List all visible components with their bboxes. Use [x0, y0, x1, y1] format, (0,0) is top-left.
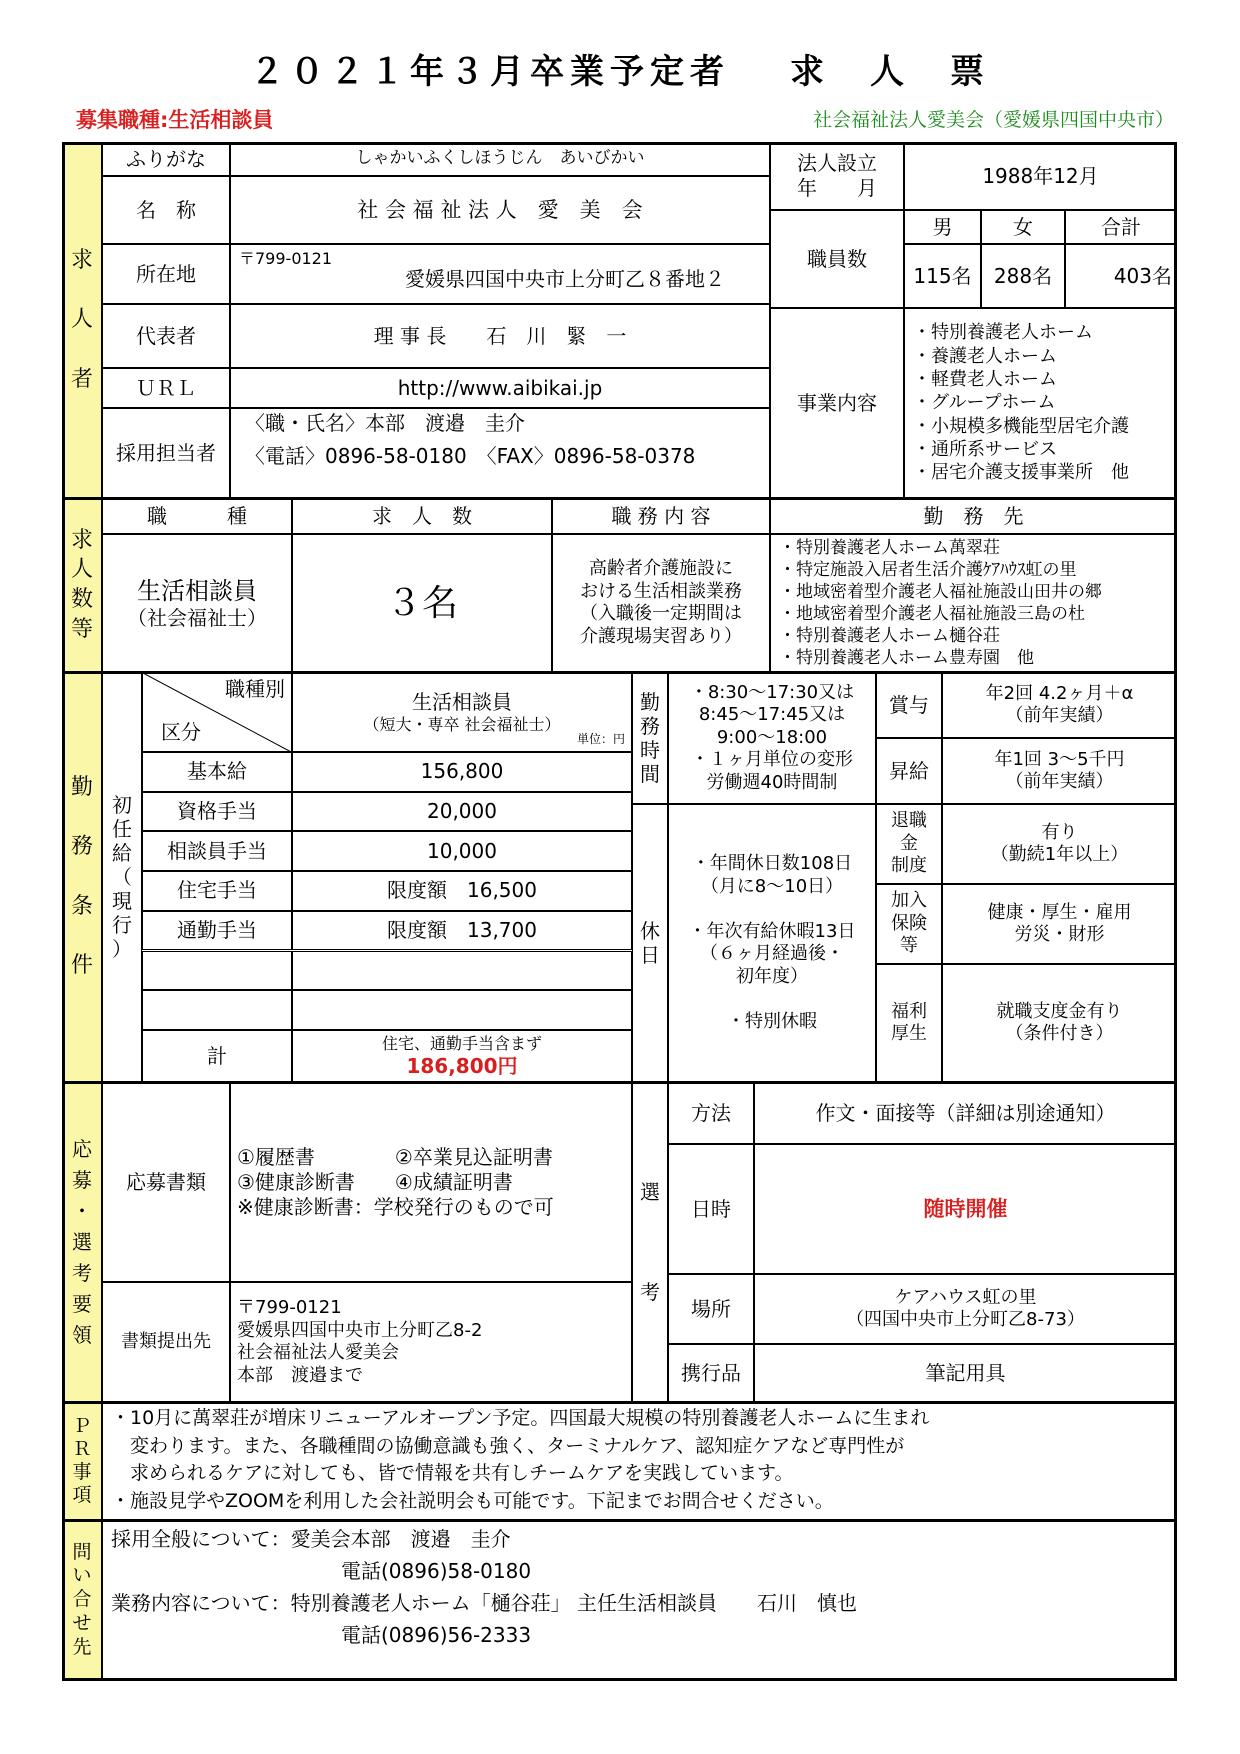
employer-section-label: 求 人 者 [62, 142, 102, 498]
openings-section-label: 求 人 数 等 [62, 498, 102, 672]
inquiry-duty: 業務内容について：特別養護老人ホーム「樋谷荘」 主任生活相談員 石川 慎也 [111, 1591, 857, 1615]
bring-value: 筆記用具 [754, 1344, 1177, 1402]
job-cell [102, 534, 292, 672]
vertical-char: 初 [112, 793, 132, 817]
postal-code: 〒799-0121 [239, 249, 333, 268]
address-label: 所在地 [102, 244, 230, 304]
contact-person: 〈職・氏名〉本部 渡邉 圭介 [245, 411, 525, 435]
business-cell [904, 308, 1177, 498]
welfare-label: 福利 厚生 [876, 964, 942, 1082]
contact-cell [230, 408, 770, 498]
pr-text [102, 1402, 1177, 1520]
furigana-label: ふりがな [102, 142, 230, 176]
staff-female: 288名 [981, 244, 1065, 308]
salary-job-sub: （短大・専卒 社会福祉士） [363, 714, 561, 734]
pr-section-label: Ｐ Ｒ 事 項 [62, 1402, 102, 1520]
staff-male: 115名 [904, 244, 981, 308]
unit-label: 単位：円 [576, 732, 625, 746]
place-item: ・ 特別養護老人ホーム豊寿園 他 [779, 647, 1102, 669]
pr-line: ・10月に萬翠荘が増床リニューアルオープン予定。四国最大規模の特別養護老人ホームに生まれ [111, 1407, 930, 1429]
hours-label [632, 672, 668, 804]
holiday-label-vertical [640, 919, 660, 967]
business-label: 事業内容 [770, 308, 904, 498]
retire-label: 退職 金 制度 [876, 804, 942, 884]
address-cell [230, 244, 770, 304]
vertical-char: 任 [112, 817, 132, 841]
business-item: ・ 特別養護老人ホーム [913, 321, 1129, 344]
opening-count: ３名 [292, 534, 552, 672]
total-note: 住宅、通勤手当含まず [381, 1033, 542, 1053]
inquiry-general: 採用全般について：愛美会本部 渡邉 圭介 [111, 1527, 511, 1551]
place-list [779, 537, 1102, 670]
raise-value: 年1回 3〜5千円 （前年実績） [942, 738, 1177, 804]
divider-conditions [62, 671, 1177, 674]
holiday-label [632, 804, 668, 1082]
vertical-char: 時 [640, 738, 660, 762]
inquiry-duty-phone: 電話(0896)56-2333 [341, 1623, 532, 1647]
place-value: ケアハウス虹の里 （四国中央市上分町乙8-73） [754, 1274, 1177, 1344]
salary-row-label: 住宅手当 [142, 871, 292, 911]
total-cell [292, 1030, 632, 1082]
business-item: ・ グループホーム [913, 391, 1129, 414]
url-label: ＵＲＬ [102, 368, 230, 408]
title-right: 求 人 票 [790, 52, 990, 92]
vertical-char: （ [112, 865, 132, 889]
total-value: 186,800円 [406, 1053, 518, 1078]
divider-pr [62, 1401, 1177, 1404]
salary-row-value: 限度額 13,700 [292, 911, 632, 951]
salary-job-title: 生活相談員 [412, 689, 512, 714]
staff-male-label: 男 [904, 210, 981, 244]
name-value: 社 会 福 祉 法 人 愛 美 会 [230, 176, 770, 244]
header-diagonal-cell [142, 672, 292, 752]
job-type: 募集職種:生活相談員 [76, 108, 274, 132]
inquiry-text [102, 1520, 1177, 1680]
salary-row-label: 相談員手当 [142, 831, 292, 871]
url-value[interactable]: http://www.aibikai.jp [230, 368, 770, 408]
border-bottom [62, 1678, 1177, 1681]
application-section-label: 応 募 ・ 選 考 要 領 [62, 1082, 102, 1402]
staff-label: 職員数 [770, 210, 904, 308]
place-item: ・ 特別養護老人ホーム樋谷荘 [779, 625, 1102, 647]
salary-label-vertical [112, 793, 132, 961]
salary-row-value [292, 990, 632, 1030]
pr-line: ・施設見学やZOOMを利用した会社説明会も可能です。下記までお問合せください。 [111, 1489, 834, 1512]
submit-label: 書類提出先 [102, 1282, 230, 1402]
salary-job-header [292, 672, 632, 752]
place-item: ・ 特別養護老人ホーム萬翠荘 [779, 537, 1102, 559]
furigana-value: しゃかいふくしほうじん あいびかい [230, 142, 770, 176]
by-job-label: 職種別 [225, 677, 285, 701]
salary-row-label: 資格手当 [142, 792, 292, 832]
job-offer-sheet [62, 142, 1177, 1682]
rep-value: 理 事 長 石 川 緊 一 [230, 304, 770, 368]
method-label: 方法 [668, 1082, 754, 1144]
business-item: ・ 軽費老人ホーム [913, 368, 1129, 391]
place-label: 場所 [668, 1274, 754, 1344]
h-job: 職 種 [102, 498, 292, 534]
hours-value: ・8:30〜17:30又は 8:45〜17:45又は 9:00〜18:00 ・１ヶ月単位の変形 労働週40時間制 [668, 672, 876, 804]
conditions-section-label: 勤 務 条 件 [62, 672, 102, 1082]
total-label: 計 [142, 1030, 292, 1082]
bonus-value: 年2回 4.2ヶ月＋α （前年実績） [942, 672, 1177, 738]
divider-application [62, 1081, 1177, 1084]
business-item: ・ 小規模多機能型居宅介護 [913, 415, 1129, 438]
border-left [62, 142, 65, 1681]
staff-female-label: 女 [981, 210, 1065, 244]
divider-openings [62, 497, 1177, 500]
docs-label: 応募書類 [102, 1082, 230, 1282]
bonus-label: 賞与 [876, 672, 942, 738]
date-value: 随時開催 [754, 1144, 1177, 1274]
pr-line: 変わります。また、各職種間の協働意識も強く、ターミナルケア、認知症ケアなど専門性が [111, 1434, 905, 1457]
vertical-char: 給 [112, 841, 132, 865]
inquiry-section-label: 問 い 合 せ 先 [62, 1520, 102, 1680]
submit-value: 〒799-0121 愛媛県四国中央市上分町乙8-2 社会福祉法人愛美会 本部 渡邉まで [230, 1282, 632, 1402]
vertical-char: 休 [640, 919, 660, 943]
salary-row-label [142, 951, 292, 991]
vertical-char: 現 [112, 889, 132, 913]
salary-row-value: 20,000 [292, 792, 632, 832]
place-item: ・ 特定施設入居者生活介護ｹｱﾊｳｽ虹の里 [779, 559, 1102, 581]
vertical-char: 日 [640, 943, 660, 967]
border-top [62, 142, 1177, 145]
vertical-char: 勤 [640, 690, 660, 714]
method-value: 作文・面接等（詳細は別途通知） [754, 1082, 1177, 1144]
selection-label-vertical: 選 考 [640, 1180, 660, 1304]
name-label: 名 称 [102, 176, 230, 244]
corporation-name: 社会福祉法人愛美会（愛媛県四国中央市） [812, 109, 1174, 131]
business-list [913, 321, 1129, 485]
selection-label [632, 1082, 668, 1402]
vertical-char: 間 [640, 762, 660, 786]
staff-total: 403名 [1065, 244, 1177, 308]
salary-row-label: 基本給 [142, 752, 292, 792]
duty-value: 高齢者介護施設に おける生活相談業務 （入職後一定期間は 介護現場実習あり） [552, 534, 770, 672]
welfare-value: 就職支度金有り （条件付き） [942, 964, 1177, 1082]
insurance-value: 健康・厚生・雇用 労災・財形 [942, 884, 1177, 964]
salary-row-label [142, 990, 292, 1030]
job-name: 生活相談員 [137, 576, 257, 605]
contact-label: 採用担当者 [102, 408, 230, 498]
business-item: ・ 養護老人ホーム [913, 345, 1129, 368]
h-duty: 職 務 内 容 [552, 498, 770, 534]
places-cell [770, 534, 1177, 672]
vertical-char: 行 [112, 913, 132, 937]
h-count: 求 人 数 [292, 498, 552, 534]
staff-total-label: 合計 [1065, 210, 1177, 244]
salary-row-label: 通勤手当 [142, 911, 292, 951]
salary-row-value: 10,000 [292, 831, 632, 871]
pr-line: 求められるケアに対しても、皆で情報を共有しチームケアを実践しています。 [111, 1462, 794, 1485]
hours-label-vertical [640, 690, 660, 786]
retire-value: 有り （勤続1年以上） [942, 804, 1177, 884]
salary-row-value: 156,800 [292, 752, 632, 792]
docs-value: ①履歴書 ②卒業見込証明書 ③健康診断書 ④成績証明書 ※健康診断書：学校発行のもので可 [230, 1082, 632, 1282]
place-item: ・ 地域密着型介護老人福祉施設山田井の郷 [779, 581, 1102, 603]
raise-label: 昇給 [876, 738, 942, 804]
vertical-char: ） [112, 937, 132, 961]
founded-label: 法人設立 年 月 [770, 142, 904, 210]
business-item: ・ 居宅介護支援事業所 他 [913, 461, 1129, 484]
salary-label [102, 672, 142, 1082]
contact-phone-fax: 〈電話〉0896-58-0180 〈FAX〉0896-58-0378 [245, 444, 696, 468]
bring-label: 携行品 [668, 1344, 754, 1402]
insurance-label: 加入 保険 等 [876, 884, 942, 964]
job-sub: （社会福祉士） [127, 605, 267, 630]
kubun-label: 区分 [161, 720, 201, 744]
inquiry-general-phone: 電話(0896)58-0180 [341, 1559, 532, 1583]
document-title [0, 44, 1240, 93]
title-main: ２０２１年３月卒業予定者 [250, 52, 730, 92]
salary-row-value: 限度額 16,500 [292, 871, 632, 911]
business-item: ・ 通所系サービス [913, 438, 1129, 461]
divider-inquiry [62, 1519, 1177, 1522]
h-place: 勤 務 先 [770, 498, 1177, 534]
founded-value: 1988年12月 [904, 142, 1177, 210]
vertical-char: 務 [640, 714, 660, 738]
holiday-value: ・年間休日数108日 （月に8〜10日） ・年次有給休暇13日 （６ヶ月経過後・ 初年度） ・特別休暇 [668, 804, 876, 1082]
border-right [1174, 142, 1177, 1681]
address-value: 愛媛県四国中央市上分町乙８番地２ [405, 266, 725, 291]
salary-row-value [292, 951, 632, 991]
place-item: ・ 地域密着型介護老人福祉施設三島の杜 [779, 603, 1102, 625]
date-label: 日時 [668, 1144, 754, 1274]
rep-label: 代表者 [102, 304, 230, 368]
